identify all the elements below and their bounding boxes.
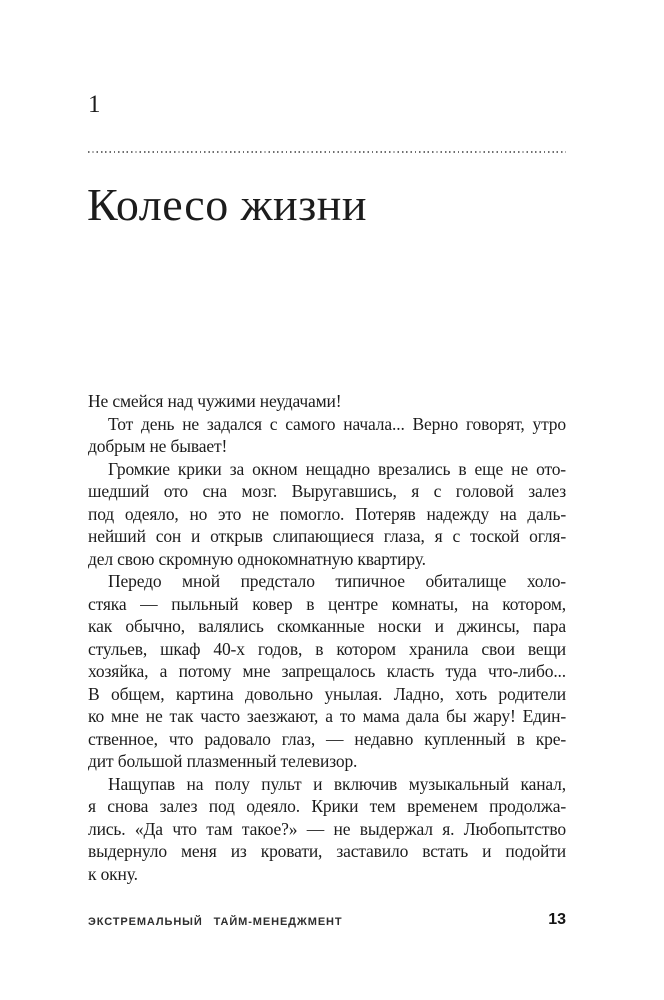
text-line: к окну.: [88, 863, 138, 884]
chapter-number: 1: [88, 91, 101, 118]
text-line: Не смейся над чужими неудачами!: [88, 391, 342, 411]
text-line: Нащупав на полу пульт и включив музыкальный канал,: [108, 773, 566, 794]
dotted-rule: [88, 151, 566, 153]
text-line: Громкие крики за окном нещадно врезались в еще не ото-: [108, 458, 566, 479]
text-line: хозяйка, а потому мне запрещалось класть туда что-либо...: [88, 661, 566, 681]
chapter-title: Колесо жизни: [87, 179, 368, 230]
text-line: под одеяло, но это не помогло. Потеряв надежду на даль-: [88, 503, 566, 524]
text-line: дит большой плазменный телевизор.: [88, 751, 358, 771]
text-line: добрым не бывает!: [88, 436, 228, 456]
text-line: я снова залез под одеяло. Крики тем временем продолжа-: [88, 796, 566, 816]
text-line: шедший ото сна мозг. Выругавшись, я с головой залез: [88, 481, 566, 501]
text-line: Передо мной предстало типичное обиталище холо-: [108, 571, 566, 591]
text-line: ко мне не так часто заезжают, а то мама дала бы жару! Един-: [88, 706, 566, 726]
text-line: стяка — пыльный ковер в центре комнаты, на котором,: [88, 593, 566, 614]
text-line: лись. «Да что там такое?» — не выдержал я. Любопытство: [88, 818, 566, 839]
running-footer: [88, 910, 566, 934]
text-line: как обычно, валялись скомканные носки и джинсы, пара: [88, 616, 566, 636]
text-line: дел свою скромную однокомнатную квартиру.: [88, 548, 426, 569]
body-text: [88, 390, 566, 885]
text-line: В общем, картина довольно унылая. Ладно, хоть родители: [88, 683, 566, 704]
text-line: Тот день не задался с самого начала... Верно говорят, утро: [108, 413, 566, 434]
page-number: 13: [548, 911, 566, 928]
footer-book-title: ЭКСТРЕМАЛЬНЫЙ ТАЙМ-МЕНЕДЖМЕНТ: [88, 916, 343, 928]
text-line: ственное, что радовало глаз, — недавно купленный в кре-: [88, 728, 566, 749]
text-line: стульев, шкаф 40-х годов, в котором хранила свои вещи: [88, 638, 566, 659]
text-line: выдернуло меня из кровати, заставило встать и подойти: [88, 841, 566, 861]
text-line: нейший сон и открыв слипающиеся глаза, я с тоской огля-: [88, 526, 566, 546]
